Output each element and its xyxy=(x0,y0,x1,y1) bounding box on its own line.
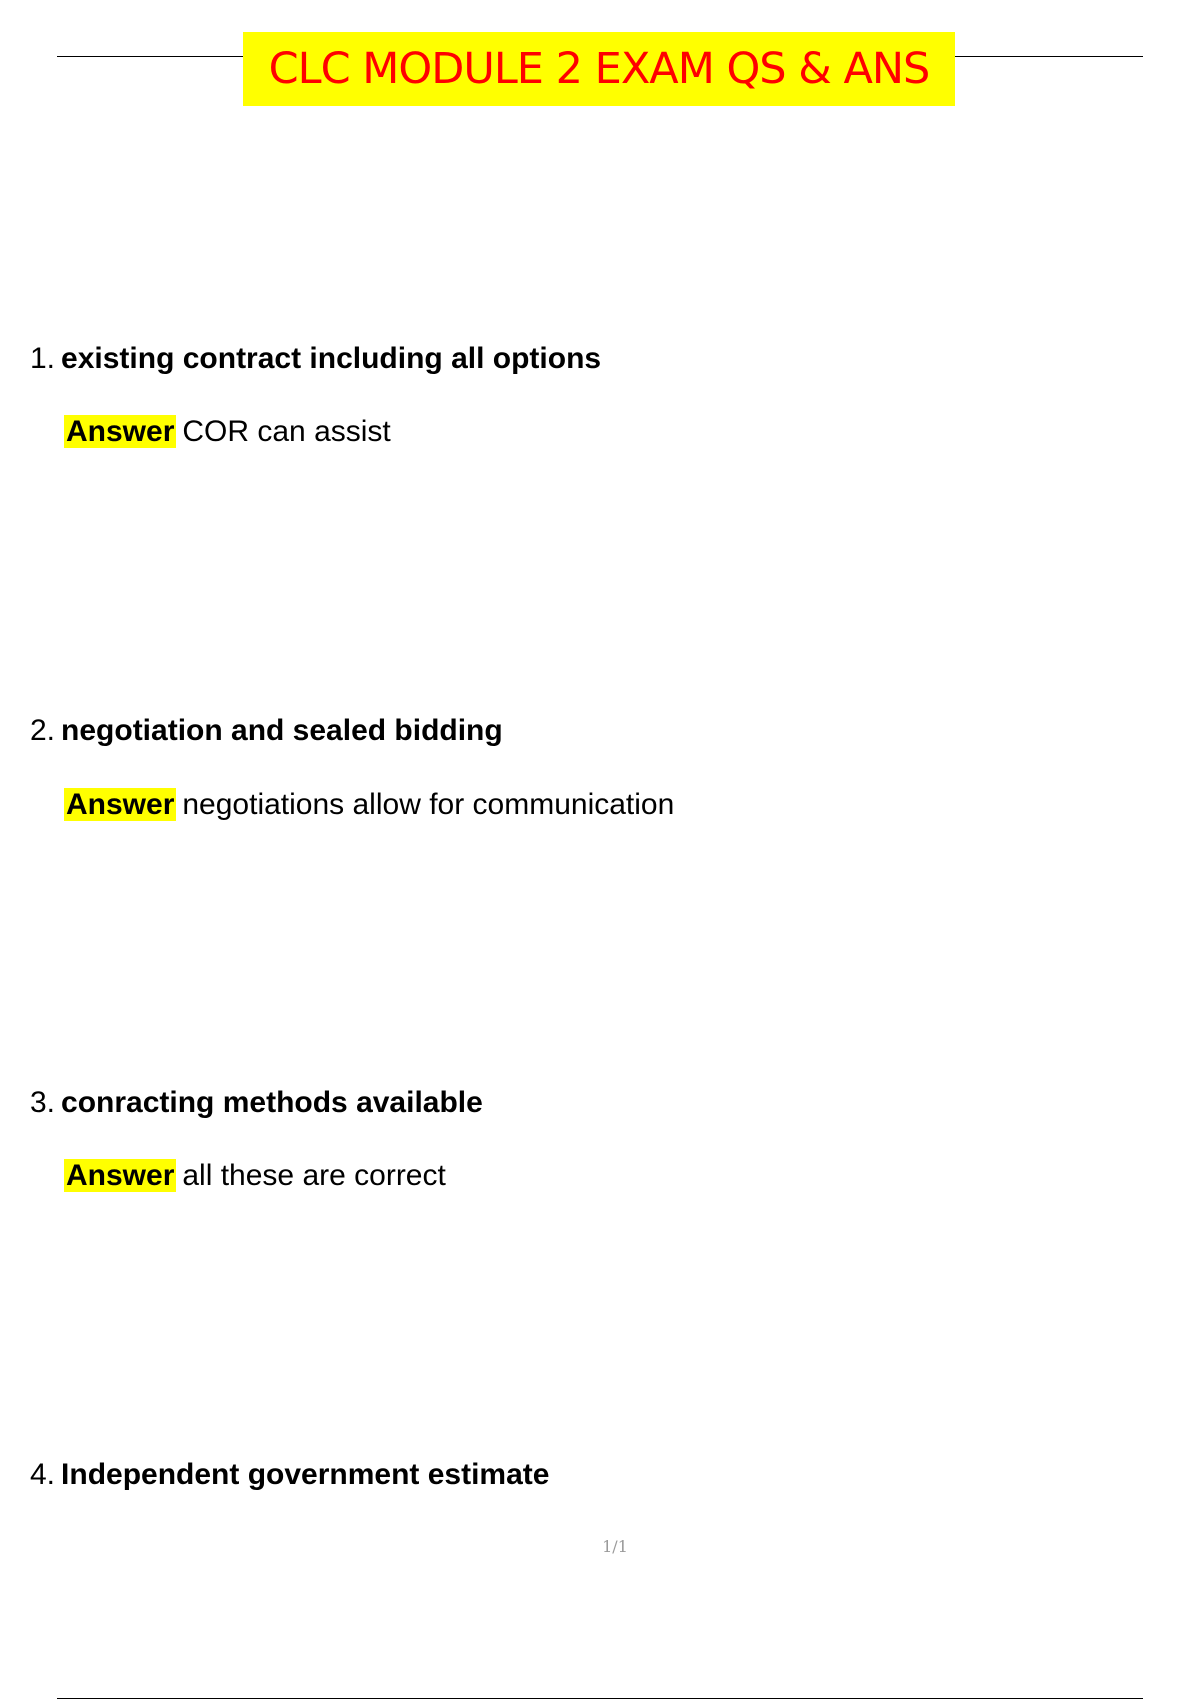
header-rule-left xyxy=(57,56,243,57)
answer-3 xyxy=(64,1158,446,1194)
question-text: conracting methods available xyxy=(61,1086,483,1119)
answer-1 xyxy=(64,414,391,450)
answer-text: COR can assist xyxy=(182,415,391,448)
question-number: 4. xyxy=(30,1458,56,1491)
footer-rule xyxy=(57,1698,1143,1699)
answer-label: Answer xyxy=(66,415,175,448)
answer-label: Answer xyxy=(66,1159,175,1192)
question-2 xyxy=(30,713,503,749)
answer-text: all these are correct xyxy=(182,1159,446,1192)
question-text: negotiation and sealed bidding xyxy=(61,714,503,747)
question-number: 1. xyxy=(30,342,56,375)
question-3 xyxy=(30,1085,483,1121)
question-text: existing contract including all options xyxy=(61,342,602,375)
answer-text: negotiations allow for communication xyxy=(182,788,675,821)
header-rule-right xyxy=(955,56,1143,57)
question-text: Independent government estimate xyxy=(61,1458,550,1491)
question-4 xyxy=(30,1457,549,1493)
page-number: 1/1 xyxy=(602,1537,628,1556)
question-number: 2. xyxy=(30,714,56,747)
question-number: 3. xyxy=(30,1086,56,1119)
answer-label: Answer xyxy=(66,788,175,821)
document-title: CLC MODULE 2 EXAM QS & ANS xyxy=(243,32,955,106)
question-1 xyxy=(30,341,601,377)
answer-2 xyxy=(64,787,674,823)
